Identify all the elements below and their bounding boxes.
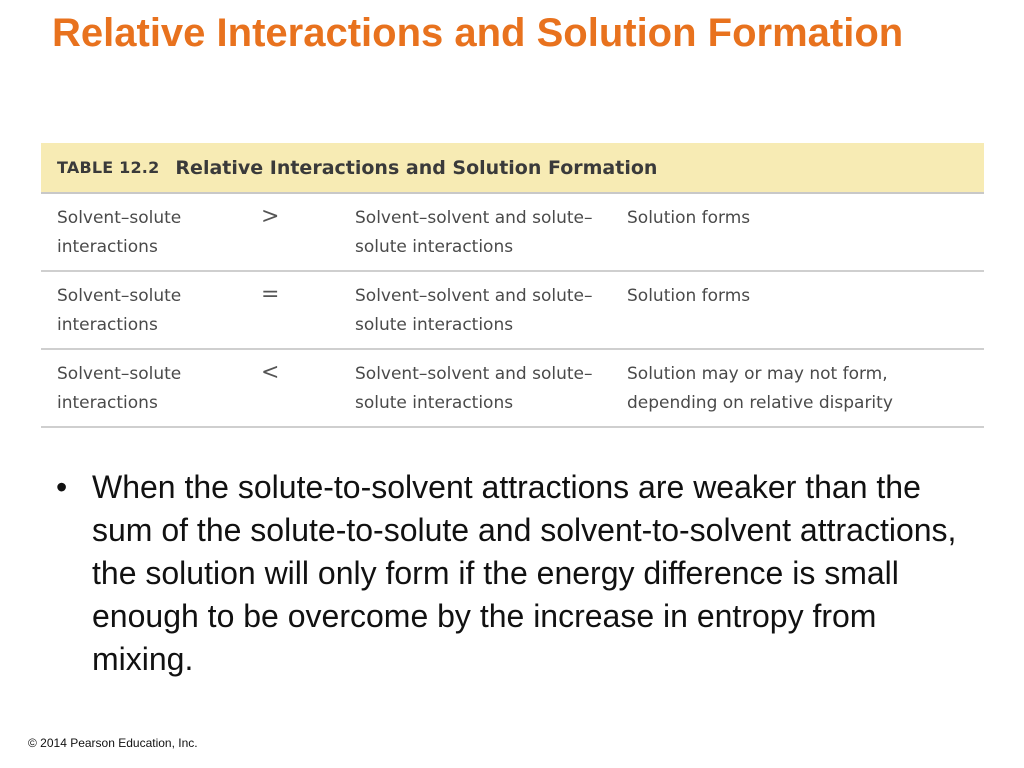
bullet-list [56,466,986,681]
solvent-solvent-cell: Solvent–solvent and solute–solute interactions [355,286,593,335]
table-caption: Relative Interactions and Solution Formation [175,156,658,179]
bullet-text: When the solute-to-solvent attractions are weaker than the sum of the solute-to-solute and solvent-to-solvent attractions, the solution will only form if the energy difference is small enough to be overcome by the increase in entropy from mixing. [92,469,957,677]
table-row [41,194,984,272]
solvent-solute-cell: Solvent–solute interactions [57,364,182,413]
outcome-cell: Solution forms [627,286,751,306]
solvent-solute-cell: Solvent–solute interactions [57,286,182,335]
relation-symbol: = [261,282,280,307]
relation-symbol: < [261,360,280,385]
solvent-solute-cell: Solvent–solute interactions [57,208,182,257]
relative-interactions-table [41,143,984,428]
table-row [41,350,984,428]
bullet-marker: • [56,469,68,505]
solvent-solvent-cell: Solvent–solvent and solute–solute interactions [355,364,593,413]
solvent-solvent-cell: Solvent–solvent and solute–solute interactions [355,208,593,257]
copyright-footer: © 2014 Pearson Education, Inc. [28,736,198,750]
slide-title: Relative Interactions and Solution Formation [52,11,904,55]
outcome-cell: Solution may or may not form, depending on relative disparity [627,364,893,413]
table-row [41,272,984,350]
relation-symbol: > [261,204,280,229]
table-header [41,143,984,194]
outcome-cell: Solution forms [627,208,751,228]
table-number: TABLE 12.2 [57,158,160,177]
